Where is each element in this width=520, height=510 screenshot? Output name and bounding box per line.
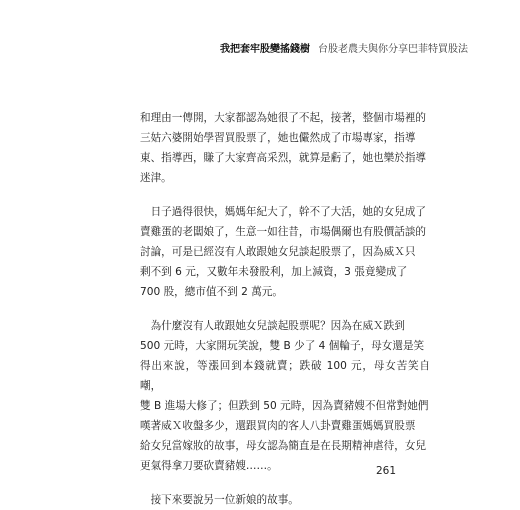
paragraph-1: 和理由一傳開，大家都認為她很了不起，接著，整個市場裡的 三姑六婆開始學習買股票了，她也儼然成了市場專家，指導 東、指導西，賺了大家齊高采烈，就算是虧了，她也樂於指導 迷津。 bbox=[140, 112, 427, 184]
paragraph-2: 日子過得很快，媽媽年紀大了，幹不了大活，她的女兒成了 賣雞蛋的老闆娘了，生意一如往昔，市場偶爾也有股價話談的 討論，可是已經沒有人敢跟她女兒談起股票了，因為威Ｘ只 剩不到 6 元，又數年未發股利，加上減資，3 張竟變成了 700 股，總市值不到 2 萬元。 bbox=[140, 206, 427, 298]
running-header bbox=[0, 40, 520, 54]
page-number: 261 bbox=[376, 465, 397, 477]
paragraph-3: 為什麼沒有人敢跟她女兒談起股票呢？因為在威Ｘ跌到 500 元時，大家開玩笑說，雙 B 少了 4 個輪子，母女還是笑 得出來說，等漲回到本錢就賣；跌破 100 元，母女苦笑自嘲， 雙 B 進場大修了；但跌到 50 元時，因為賣豬嫂不但常對她們 嘆著威Ｘ收盤多少，還跟買肉的客人八卦賣雞蛋媽媽買股票 給女兒當嫁妝的故事，母女認為簡直是在長期精神虐待，女兒 更氣得拿刀要砍賣豬嫂……。 bbox=[140, 320, 430, 472]
paragraph-4: 接下來要說另一位新娘的故事。 bbox=[140, 494, 299, 506]
book-title: 我把套牢股變搖錢樹 bbox=[220, 44, 310, 55]
body-text bbox=[140, 108, 430, 510]
book-subtitle: 台股老農夫與你分享巴菲特買股法 bbox=[318, 44, 468, 55]
